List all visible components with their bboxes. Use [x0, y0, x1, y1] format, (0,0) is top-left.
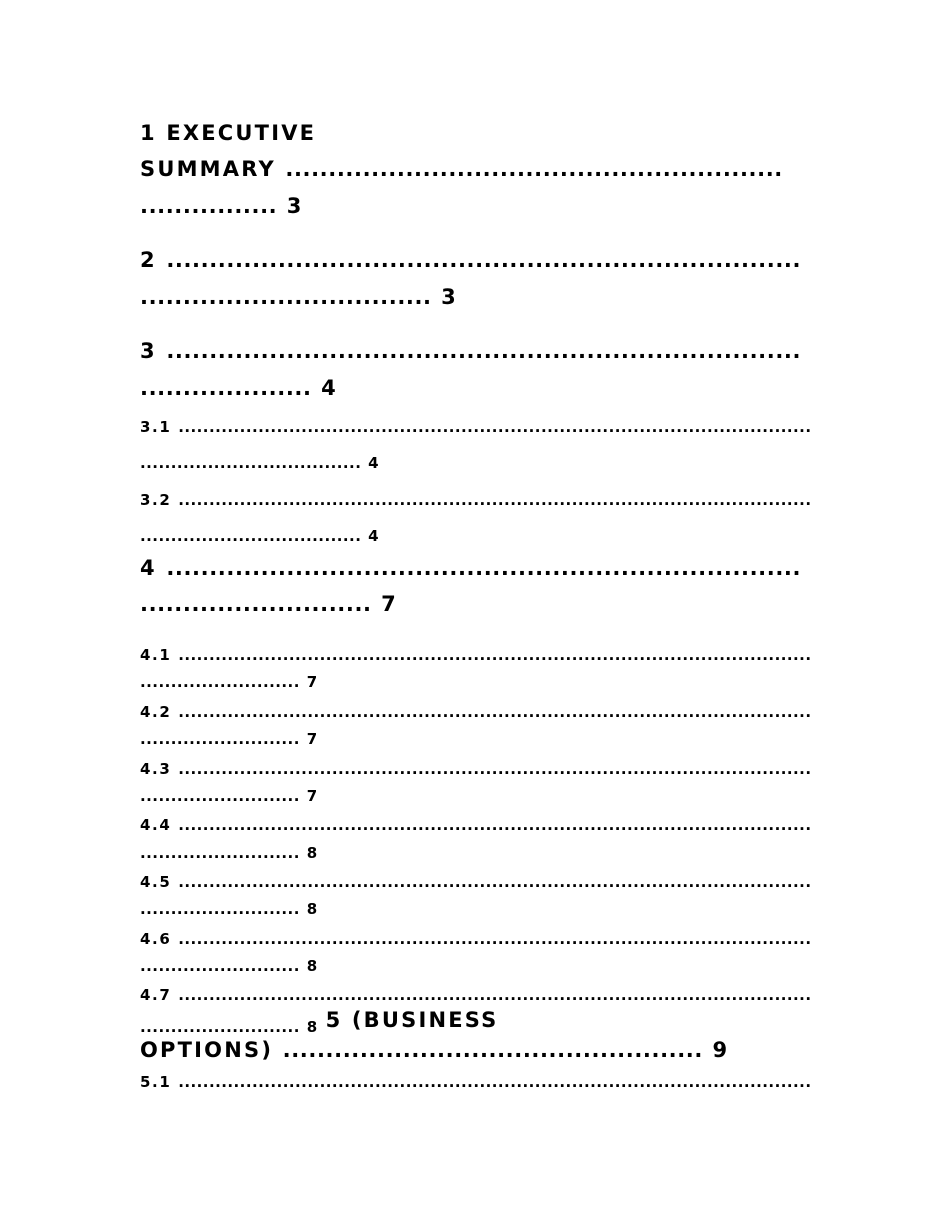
toc-entry-4-page: 7 [381, 592, 398, 616]
toc-entry-4-6-line1[interactable] [140, 930, 811, 948]
toc-entry-4-7-line2[interactable] [140, 1008, 499, 1036]
toc-leader-dots: .......................... [140, 957, 300, 975]
toc-leader-dots: ....................................................................................................... [178, 760, 812, 778]
toc-leader-dots: ........................... [140, 592, 372, 616]
toc-leader-dots: ................ [140, 194, 278, 218]
toc-entry-2-line1[interactable] [140, 248, 801, 272]
toc-leader-dots: ....................................................................................................... [178, 646, 812, 664]
toc-entry-1-title: 1 EXECUTIVE [140, 121, 317, 145]
toc-leader-dots: ....................................................................................................... [178, 816, 812, 834]
toc-entry-4-2-line1[interactable] [140, 703, 811, 721]
toc-entry-4-5-line1[interactable] [140, 873, 811, 891]
toc-entry-5-page: 9 [712, 1038, 730, 1062]
toc-entry-4-4-line2[interactable] [140, 844, 319, 862]
toc-leader-dots: .................................... [140, 454, 362, 472]
toc-entry-4-3-line2[interactable] [140, 787, 319, 805]
toc-entry-3-1-line2[interactable] [140, 454, 380, 472]
toc-leader-dots: .................... [140, 376, 312, 400]
toc-entry-3-line2[interactable] [140, 376, 338, 400]
toc-entry-1-line2[interactable] [140, 157, 783, 181]
toc-entry-4-line1[interactable] [140, 556, 801, 580]
toc-entry-5-1-number: 5.1 [140, 1073, 172, 1091]
toc-entry-4-7-line1[interactable] [140, 986, 811, 1004]
toc-leader-dots: .......................... [140, 1018, 300, 1036]
toc-entry-4-2-number: 4.2 [140, 703, 172, 721]
toc-entry-4-line2[interactable] [140, 592, 398, 616]
toc-leader-dots: .......................................................................... [166, 248, 802, 272]
toc-leader-dots: .......................... [140, 787, 300, 805]
toc-entry-5-1-line1[interactable] [140, 1073, 811, 1091]
toc-entry-4-5-line2[interactable] [140, 900, 319, 918]
toc-entry-4-2-line2[interactable] [140, 730, 319, 748]
toc-leader-dots: .......................... [140, 673, 300, 691]
toc-entry-5-title-cont: OPTIONS) [140, 1038, 274, 1062]
toc-entry-4-6-page: 8 [306, 957, 319, 975]
toc-entry-1-page: 3 [286, 194, 304, 218]
toc-leader-dots: .......................... [140, 900, 300, 918]
toc-entry-4-4-line1[interactable] [140, 816, 811, 834]
toc-leader-dots: .......................................................... [285, 157, 783, 181]
toc-entry-4-3-line1[interactable] [140, 760, 811, 778]
toc-leader-dots: .......................................................................... [166, 556, 802, 580]
toc-leader-dots: ....................................................................................................... [178, 703, 812, 721]
toc-leader-dots: ................................................. [282, 1038, 703, 1062]
toc-entry-4-3-number: 4.3 [140, 760, 172, 778]
toc-entry-2-line2[interactable] [140, 285, 458, 309]
toc-leader-dots: ....................................................................................................... [178, 1073, 812, 1091]
toc-leader-dots: .................................... [140, 527, 362, 545]
toc-leader-dots: .................................. [140, 285, 432, 309]
toc-entry-4-3-page: 7 [306, 787, 319, 805]
toc-leader-dots: .......................... [140, 844, 300, 862]
toc-entry-1-title-cont: SUMMARY [140, 157, 276, 181]
toc-entry-1-line1[interactable] [140, 121, 316, 145]
toc-leader-dots: ....................................................................................................... [178, 418, 812, 436]
toc-entry-4-7-number: 4.7 [140, 986, 172, 1004]
toc-entry-4-1-number: 4.1 [140, 646, 172, 664]
toc-entry-3-number: 3 [140, 339, 157, 363]
toc-entry-4-5-page: 8 [306, 900, 319, 918]
toc-entry-2-page: 3 [441, 285, 458, 309]
toc-entry-4-1-line2[interactable] [140, 673, 319, 691]
toc-entry-5-title: 5 (BUSINESS [325, 1008, 499, 1032]
toc-entry-4-6-line2[interactable] [140, 957, 319, 975]
toc-entry-4-5-number: 4.5 [140, 873, 172, 891]
toc-entry-4-1-line1[interactable] [140, 646, 811, 664]
toc-entry-1-line3[interactable] [140, 194, 304, 218]
toc-leader-dots: ....................................................................................................... [178, 491, 812, 509]
toc-leader-dots: .......................... [140, 730, 300, 748]
toc-entry-4-6-number: 4.6 [140, 930, 172, 948]
toc-entry-4-2-page: 7 [306, 730, 319, 748]
toc-entry-4-4-page: 8 [306, 844, 319, 862]
toc-entry-3-line1[interactable] [140, 339, 801, 363]
toc-entry-3-1-number: 3.1 [140, 418, 172, 436]
toc-entry-2-number: 2 [140, 248, 157, 272]
toc-entry-4-4-number: 4.4 [140, 816, 172, 834]
toc-entry-3-1-page: 4 [368, 454, 381, 472]
toc-entry-3-1-line1[interactable] [140, 418, 811, 436]
toc-entry-3-page: 4 [321, 376, 338, 400]
toc-leader-dots: ....................................................................................................... [178, 873, 812, 891]
toc-entry-3-2-line2[interactable] [140, 527, 380, 545]
toc-entry-3-2-page: 4 [368, 527, 381, 545]
toc-leader-dots: .......................................................................... [166, 339, 802, 363]
toc-entry-3-2-number: 3.2 [140, 491, 172, 509]
toc-leader-dots: ....................................................................................................... [178, 986, 812, 1004]
toc-entry-4-7-page: 8 [306, 1018, 319, 1036]
toc-entry-3-2-line1[interactable] [140, 491, 811, 509]
toc-entry-5-line2[interactable] [140, 1038, 729, 1062]
toc-entry-4-number: 4 [140, 556, 157, 580]
toc-leader-dots: ....................................................................................................... [178, 930, 812, 948]
toc-entry-4-1-page: 7 [306, 673, 319, 691]
